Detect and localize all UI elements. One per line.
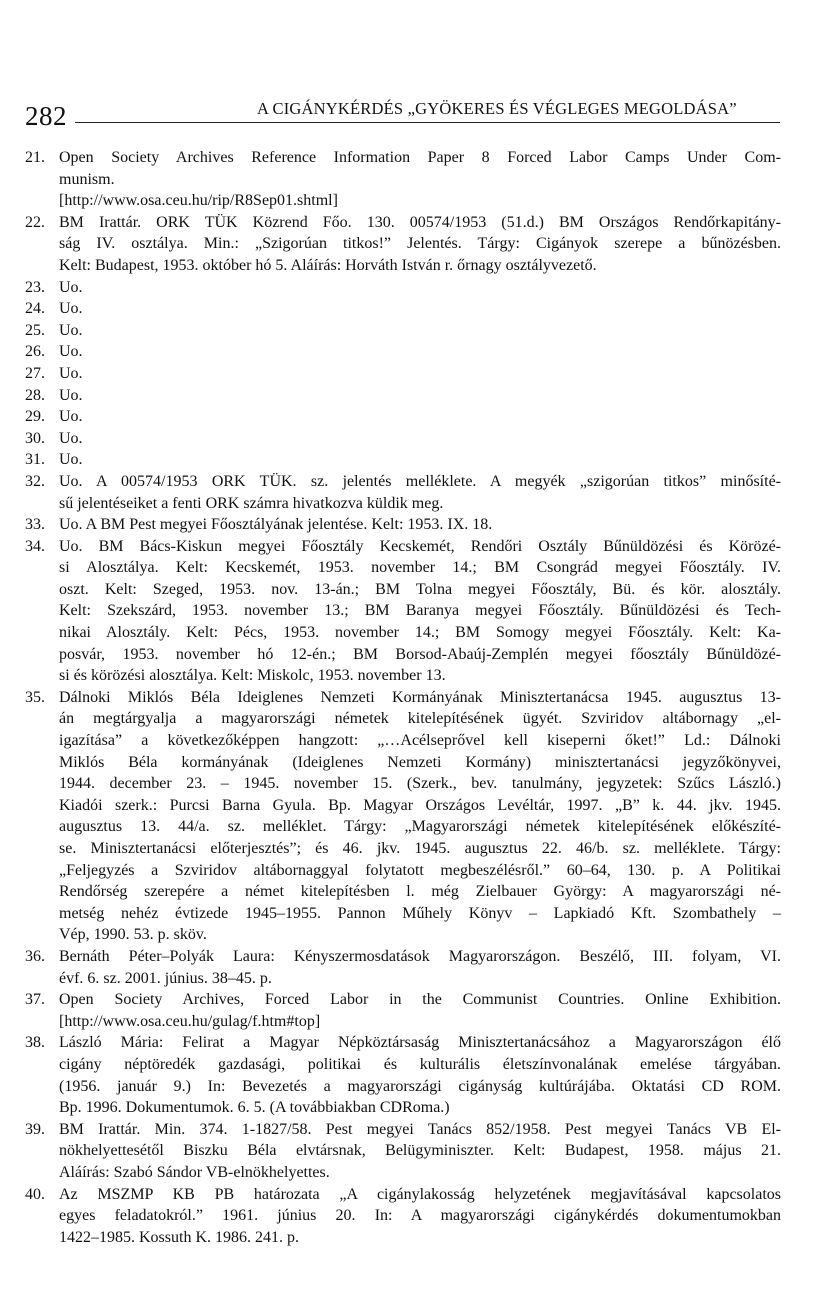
endnote-number: 35. bbox=[25, 688, 45, 706]
endnote-line: metség nehéz évtizede 1945–1955. Pannon Műhely Könyv – Lapkiadó Kft. Szombathely – bbox=[59, 904, 781, 922]
endnote-line: Uo. bbox=[59, 321, 83, 339]
running-title: A CIGÁNYKÉRDÉS „GYÖKERES ÉS VÉGLEGES MEGOLDÁSA” bbox=[257, 99, 737, 118]
page-number: 282 bbox=[25, 101, 67, 131]
endnote-line: Uo. bbox=[59, 343, 83, 361]
endnote-item bbox=[25, 406, 781, 428]
endnote-line: 1422–1985. Kossuth K. 1986. 241. p. bbox=[59, 1228, 300, 1246]
endnote-line: Uo. bbox=[59, 278, 83, 296]
endnote-line: Kelt: Budapest, 1953. október hó 5. Aláírás: Horváth István r. őrnagy osztályvezető. bbox=[59, 256, 597, 274]
endnote-line: Uo. A 00574/1953 ORK TÜK. sz. jelentés melléklete. A megyék „szigorúan titkos” minősíté- bbox=[59, 472, 781, 490]
endnote-number: 36. bbox=[25, 947, 45, 965]
endnote-line: igazítása” a következőképpen hangzott: „…Acélseprővel kell kiseperni őket!” Ld.: Dálnoki bbox=[59, 732, 781, 750]
endnote-item bbox=[25, 277, 781, 299]
endnote-line: Uo. bbox=[59, 451, 83, 469]
endnote-line: Open Society Archives, Forced Labor in the Communist Countries. Online Exhibition. bbox=[59, 991, 781, 1009]
endnote-number: 39. bbox=[25, 1120, 45, 1138]
endnote-number: 27. bbox=[25, 364, 45, 382]
endnote-line: cigány néptöredék gazdasági, politikai és kulturális életszínvonalának emelése tárgyában. bbox=[59, 1055, 781, 1073]
endnote-line: Uo. bbox=[59, 386, 83, 404]
endnote-item bbox=[25, 471, 781, 514]
endnote-item bbox=[25, 147, 781, 212]
endnote-line: augusztus 13. 44/a. sz. melléklet. Tárgy: „Magyarországi németek kitelepítésének előkészíté- bbox=[59, 818, 781, 836]
endnote-line: Dálnoki Miklós Béla Ideiglenes Nemzeti Kormányának Minisztertanácsa 1945. augusztus 13- bbox=[59, 688, 781, 706]
endnote-item bbox=[25, 1119, 781, 1184]
header-rule bbox=[75, 122, 780, 123]
endnote-line: Kelt: Szekszárd, 1953. november 13.; BM Baranya megyei Főosztály. Bűnüldözési és Tech- bbox=[59, 602, 781, 620]
page-header bbox=[25, 96, 780, 136]
endnote-line: si és körözési alosztálya. Kelt: Miskolc, 1953. november 13. bbox=[59, 667, 446, 685]
endnote-number: 25. bbox=[25, 321, 45, 339]
endnote-line: Uo. bbox=[59, 364, 83, 382]
endnote-item bbox=[25, 514, 781, 536]
endnote-line: Vép, 1990. 53. p. sköv. bbox=[59, 926, 207, 944]
endnote-number: 28. bbox=[25, 386, 45, 404]
endnote-number: 26. bbox=[25, 343, 45, 361]
endnote-line: Open Society Archives Reference Information Paper 8 Forced Labor Camps Under Com- bbox=[59, 149, 781, 166]
endnote-line: BM Irattár. ORK TÜK Közrend Főo. 130. 00574/1953 (51.d.) BM Országos Rendőrkapitány- bbox=[59, 213, 781, 231]
endnote-line: „Feljegyzés a Szviridov altábornaggyal folytatott megbeszélésről.” 60–64, 130. p. A Politikai bbox=[59, 861, 781, 879]
endnote-item bbox=[25, 449, 781, 471]
endnote-line: Kiadói szerk.: Purcsi Barna Gyula. Bp. Magyar Országos Levéltár, 1997. „B” k. 44. jkv. 1945. bbox=[59, 796, 781, 814]
endnotes-list bbox=[25, 147, 781, 1248]
endnote-line: nikai Alosztály. Kelt: Pécs, 1953. november 14.; BM Somogy megyei Főosztály. Kelt: Ka- bbox=[59, 624, 781, 642]
endnote-number: 32. bbox=[25, 472, 45, 490]
endnote-number: 30. bbox=[25, 429, 45, 447]
endnote-line: Aláírás: Szabó Sándor VB-elnökhelyettes. bbox=[59, 1163, 330, 1181]
endnote-item bbox=[25, 212, 781, 277]
endnote-line: Miklós Béla kormányának (Ideiglenes Nemzeti Kormány) minisztertanácsi jegyzőkönyvei, bbox=[59, 753, 781, 771]
endnote-line: Uo. A BM Pest megyei Főosztályának jelentése. Kelt: 1953. IX. 18. bbox=[59, 516, 493, 534]
endnote-item bbox=[25, 536, 781, 687]
endnote-line: Az MSZMP KB PB határozata „A cigánylakosság helyzetének megjavításával kapcsolatos bbox=[59, 1185, 781, 1203]
endnote-line: se. Minisztertanácsi előterjesztés”; és 46. jkv. 1945. augusztus 22. 46/b. sz. melléklete. Tárgy: bbox=[59, 840, 781, 857]
endnote-item bbox=[25, 428, 781, 450]
endnote-number: 22. bbox=[25, 213, 45, 231]
endnote-line: án megtárgyalja a magyarországi németek kitelepítésének ügyét. Szviridov altábornagy „el- bbox=[59, 710, 781, 728]
endnote-line: Uo. bbox=[59, 300, 83, 318]
endnote-line: [http://www.osa.ceu.hu/gulag/f.htm#top] bbox=[59, 1012, 321, 1030]
endnote-line: ság IV. osztálya. Min.: „Szigorúan titkos!” Jelentés. Tárgy: Cigányok szerepe a bűnözésben. bbox=[59, 235, 781, 253]
endnote-number: 40. bbox=[25, 1185, 45, 1203]
endnote-line: Bernáth Péter–Polyák Laura: Kényszermosdatások Magyarországon. Beszélő, III. folyam, VI. bbox=[59, 947, 781, 965]
endnote-line: nökhelyettesétől Biszku Béla elvtársnak, Belügyminiszter. Kelt: Budapest, 1958. május 21. bbox=[59, 1142, 781, 1160]
endnote-number: 29. bbox=[25, 408, 45, 426]
endnote-line: Uo. bbox=[59, 408, 83, 426]
endnote-number: 37. bbox=[25, 991, 45, 1009]
endnote-line: BM Irattár. Min. 374. 1-1827/58. Pest megyei Tanács 852/1958. Pest megyei Tanács VB El- bbox=[59, 1120, 781, 1138]
endnote-line: 1944. december 23. – 1945. november 15. (Szerk., bev. tanulmány, jegyzetek: Szűcs László.) bbox=[59, 775, 781, 793]
endnote-line: munism. bbox=[59, 170, 115, 188]
endnote-number: 38. bbox=[25, 1034, 45, 1052]
endnote-line: oszt. Kelt: Szeged, 1953. nov. 13-án.; BM Tolna megyei Főosztály, Bü. és kör. alosztály. bbox=[59, 580, 781, 598]
endnote-line: posvár, 1953. november hó 12-én.; BM Borsod-Abaúj-Zemplén megyei főosztály Bűnüldözé- bbox=[59, 645, 781, 663]
endnote-number: 23. bbox=[25, 278, 45, 296]
endnote-item bbox=[25, 363, 781, 385]
endnote-line: [http://www.osa.ceu.hu/rip/R8Sep01.shtml] bbox=[59, 192, 338, 210]
endnote-line: Bp. 1996. Dokumentumok. 6. 5. (A továbbiakban CDRoma.) bbox=[59, 1099, 450, 1117]
endnote-line: évf. 6. sz. 2001. június. 38–45. p. bbox=[59, 969, 272, 987]
endnote-item bbox=[25, 989, 781, 1032]
endnote-line: Uo. bbox=[59, 429, 83, 447]
endnote-line: László Mária: Felirat a Magyar Népköztársaság Minisztertanácsához a Magyarországon élő bbox=[59, 1034, 781, 1052]
endnote-number: 31. bbox=[25, 451, 45, 469]
endnote-number: 33. bbox=[25, 516, 45, 534]
endnote-item bbox=[25, 298, 781, 320]
endnote-line: si Alosztálya. Kelt: Kecskemét, 1953. november 14.; BM Csongrád megyei Főosztály. IV. bbox=[59, 559, 781, 577]
endnote-item bbox=[25, 385, 781, 407]
endnote-number: 34. bbox=[25, 537, 45, 555]
endnote-item bbox=[25, 946, 781, 989]
endnote-item bbox=[25, 320, 781, 342]
endnote-line: (1956. január 9.) In: Bevezetés a magyarországi cigányság kultúrájába. Oktatási CD ROM. bbox=[59, 1077, 781, 1095]
endnote-line: sű jelentéseiket a fenti ORK számra hivatkozva küldik meg. bbox=[59, 494, 444, 512]
endnote-number: 21. bbox=[25, 149, 45, 166]
endnote-line: Rendőrség szerepére a német kitelepítésben l. még Zielbauer György: A magyarországi né- bbox=[59, 883, 781, 901]
endnote-item bbox=[25, 687, 781, 946]
endnote-line: Uo. BM Bács-Kiskun megyei Főosztály Kecskemét, Rendőri Osztály Bűnüldözési és Körözé- bbox=[59, 537, 781, 555]
endnote-item bbox=[25, 341, 781, 363]
endnote-item bbox=[25, 1032, 781, 1118]
endnote-number: 24. bbox=[25, 300, 45, 318]
endnote-item bbox=[25, 1184, 781, 1249]
endnote-line: egyes feladatokról.” 1961. június 20. In: A magyarországi cigánykérdés dokumentumokban bbox=[59, 1207, 781, 1225]
